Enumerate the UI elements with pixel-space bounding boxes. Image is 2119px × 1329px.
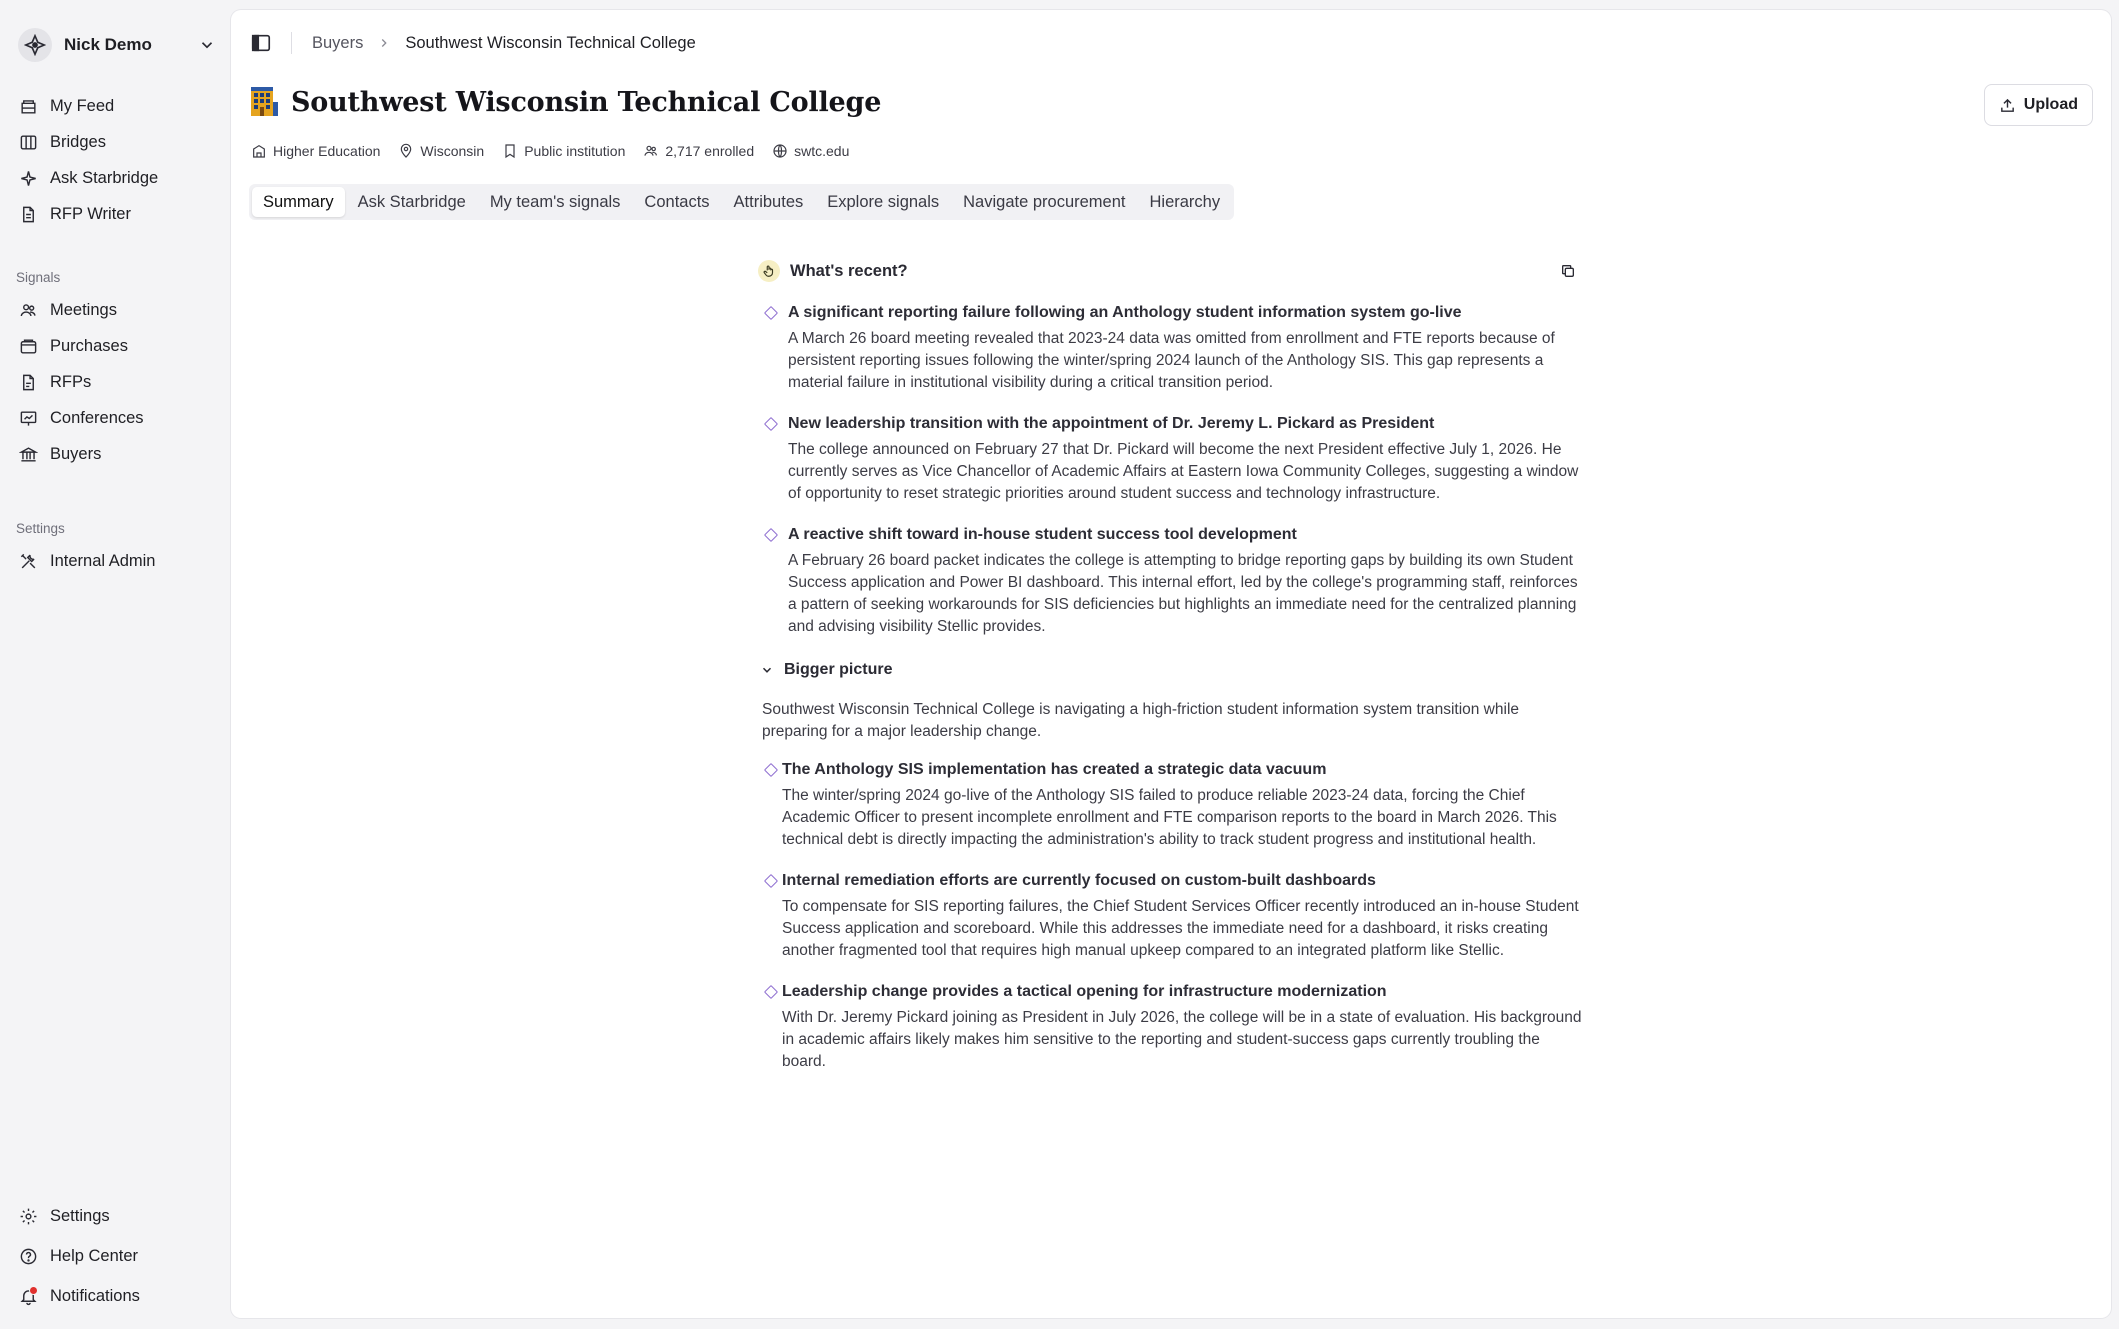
meta-domain[interactable]: [772, 143, 849, 159]
workspace-logo-icon: [18, 28, 52, 62]
chevron-down-icon: [760, 663, 774, 677]
upload-label: Upload: [2023, 96, 2078, 113]
diamond-bullet-icon: [764, 874, 778, 888]
feed-icon: [18, 96, 38, 116]
main-panel: [231, 10, 2111, 1318]
sidebar-item-bridges[interactable]: [14, 124, 220, 160]
workspace-name: Nick Demo: [64, 35, 152, 54]
sidebar-item-internal-admin[interactable]: [14, 543, 220, 579]
meta-enrolled: [643, 143, 754, 159]
tab-navigate-procurement[interactable]: Navigate procurement: [963, 192, 1126, 211]
meta-domain-text: swtc.edu: [794, 143, 850, 159]
bottom-nav: [14, 1196, 220, 1316]
tab-summary[interactable]: Summary: [252, 187, 345, 217]
presentation-icon: [18, 408, 38, 428]
sidebar-item-label: Notifications: [50, 1286, 140, 1305]
sidebar-item-label: RFP Writer: [50, 204, 131, 223]
globe-icon: [772, 143, 788, 159]
sidebar-toggle-icon[interactable]: [249, 31, 273, 55]
chevron-right-icon: [377, 36, 391, 50]
page-title: Southwest Wisconsin Technical College: [291, 86, 882, 118]
whats-recent-header: [756, 256, 1586, 286]
bell-icon: [18, 1286, 38, 1306]
meta-category: [251, 143, 380, 159]
tools-icon: [18, 551, 38, 571]
sidebar-item-label: My Feed: [50, 96, 115, 115]
sidebar-item-rfp-writer[interactable]: [14, 196, 220, 232]
item-title: A reactive shift toward in-house student success tool development: [788, 526, 1297, 543]
file-icon: [18, 372, 38, 392]
hand-pointer-icon: [762, 264, 776, 278]
list-item: [756, 302, 1586, 394]
upload-icon: [1999, 97, 2016, 114]
columns-icon: [18, 132, 38, 152]
diamond-bullet-icon: [764, 306, 778, 320]
sidebar-item-label: Ask Starbridge: [50, 168, 159, 187]
tab-contacts[interactable]: Contacts: [644, 192, 710, 211]
list-item: [756, 870, 1586, 962]
meta-location: [398, 143, 484, 159]
tab-my-teams-signals[interactable]: My team's signals: [489, 192, 621, 211]
sidebar-item-label: Help Center: [50, 1246, 139, 1265]
sidebar-item-settings[interactable]: [14, 1196, 220, 1236]
meta-location-text: Wisconsin: [420, 143, 485, 159]
sidebar-item-my-feed[interactable]: [14, 88, 220, 124]
item-title: A significant reporting failure following an Anthology student information system go-live: [788, 304, 1462, 321]
settings-section-label: Settings: [16, 521, 65, 536]
sidebar-item-buyers[interactable]: [14, 436, 220, 472]
item-body: The college announced on February 27 that Dr. Pickard will become the next President effective July 1, 2026. He currently serves as Vice Chancellor of Academic Affairs at Eastern Iowa Community Colleges, suggesting a window of opportunity to reset strategic priorities around student success and technology infrastructure.: [788, 441, 1579, 502]
diamond-bullet-icon: [764, 985, 778, 999]
sidebar-item-label: Meetings: [50, 300, 117, 319]
item-body: With Dr. Jeremy Pickard joining as President in July 2026, the college will be in a state of evaluation. His background in academic affairs likely makes him sensitive to the reporting and student-success gaps currently troubling the board.: [782, 1009, 1582, 1070]
tab-explore-signals[interactable]: Explore signals: [827, 192, 940, 211]
item-body: To compensate for SIS reporting failures, the Chief Student Services Officer recently introduced an in-house Student Success application and scoreboard. While this addresses the immediate need for a dashboard, it risks creating another fragmented tool that requires high manual upkeep compared to an integrated platform like Stellic.: [782, 898, 1579, 959]
signals-section-label: Signals: [16, 270, 61, 285]
item-body: A March 26 board meeting revealed that 2023-24 data was omitted from enrollment and FTE reports because of persistent reporting issues following the winter/spring 2024 launch of the Anthology SIS. This gap represents a material failure in institutional visibility during a critical transition period.: [788, 330, 1555, 391]
bigger-picture-intro: Southwest Wisconsin Technical College is navigating a high-friction student information system transition while preparing for a major leadership change.: [762, 701, 1520, 740]
tab-bar: [249, 184, 1234, 220]
item-body: A February 26 board packet indicates the college is attempting to bridge reporting gaps by building its own Student Success application and Power BI dashboard. This internal effort, led by the college's programming staff, reinforces a pattern of seeking workarounds for SIS deficiencies but highlights an immediate need for the centralized planning and advising visibility Stellic provides.: [788, 552, 1578, 635]
list-item: [756, 981, 1586, 1073]
sidebar: [0, 0, 230, 1329]
breadcrumb-buyers[interactable]: Buyers: [312, 33, 364, 52]
building-icon: [249, 86, 279, 118]
sidebar-item-label: Purchases: [50, 336, 128, 355]
sidebar-item-label: Bridges: [50, 132, 106, 151]
help-icon: [18, 1246, 38, 1266]
chevron-down-icon: [198, 36, 216, 54]
school-icon: [251, 143, 267, 159]
divider: [291, 32, 292, 54]
item-title: Leadership change provides a tactical opening for infrastructure modernization: [782, 983, 1387, 1000]
meta-type: [502, 143, 625, 159]
recent-badge: [758, 260, 780, 282]
notification-badge: [29, 1286, 38, 1295]
list-item: [756, 413, 1586, 505]
sidebar-item-meetings[interactable]: [14, 292, 220, 328]
item-title: New leadership transition with the appointment of Dr. Jeremy L. Pickard as President: [788, 415, 1435, 432]
settings-nav: [14, 521, 220, 579]
wallet-icon: [18, 336, 38, 356]
meta-enrolled-text: 2,717 enrolled: [665, 143, 755, 159]
sidebar-item-conferences[interactable]: [14, 400, 220, 436]
sidebar-item-label: Buyers: [50, 444, 102, 463]
bigger-picture-title: Bigger picture: [784, 661, 893, 678]
sidebar-item-label: Settings: [50, 1206, 110, 1225]
tab-ask-starbridge[interactable]: Ask Starbridge: [357, 192, 466, 211]
tab-hierarchy[interactable]: Hierarchy: [1149, 192, 1221, 211]
item-title: Internal remediation efforts are currently focused on custom-built dashboards: [782, 872, 1376, 889]
sidebar-item-ask-starbridge[interactable]: [14, 160, 220, 196]
breadcrumb-current: Southwest Wisconsin Technical College: [405, 33, 696, 52]
students-icon: [643, 143, 659, 159]
meta-type-text: Public institution: [524, 143, 626, 159]
sidebar-item-label: Conferences: [50, 408, 144, 427]
page-header: [249, 86, 881, 118]
map-pin-icon: [398, 143, 414, 159]
primary-nav: [14, 88, 220, 232]
whats-recent-title: What's recent?: [790, 261, 908, 280]
sidebar-item-help-center[interactable]: [14, 1236, 220, 1276]
sidebar-item-notifications[interactable]: [14, 1276, 220, 1316]
bank-icon: [18, 444, 38, 464]
sparkle-icon: [18, 168, 38, 188]
summary-content: [756, 256, 1586, 1092]
sidebar-item-label: RFPs: [50, 372, 92, 391]
top-bar: [249, 30, 696, 56]
diamond-bullet-icon: [764, 528, 778, 542]
sidebar-item-rfps[interactable]: [14, 364, 220, 400]
diamond-bullet-icon: [764, 763, 778, 777]
document-icon: [18, 204, 38, 224]
diamond-bullet-icon: [764, 417, 778, 431]
workspace-switcher[interactable]: [14, 28, 220, 62]
copy-icon[interactable]: [1558, 261, 1578, 281]
sidebar-item-label: Internal Admin: [50, 551, 156, 570]
item-title: The Anthology SIS implementation has created a strategic data vacuum: [782, 761, 1327, 778]
tab-attributes[interactable]: Attributes: [733, 192, 804, 211]
people-icon: [18, 300, 38, 320]
list-item: [756, 524, 1586, 638]
gear-icon: [18, 1206, 38, 1226]
list-item: [756, 759, 1586, 851]
bigger-picture-toggle[interactable]: [756, 657, 1586, 683]
recent-list: [756, 302, 1586, 638]
buyer-meta: [251, 143, 849, 159]
bigger-picture-list: [756, 759, 1586, 1073]
bookmark-icon: [502, 143, 518, 159]
sidebar-item-purchases[interactable]: [14, 328, 220, 364]
signals-nav: [14, 270, 220, 472]
meta-category-text: Higher Education: [273, 143, 381, 159]
item-body: The winter/spring 2024 go-live of the Anthology SIS failed to produce reliable 2023-24 data, forcing the Chief Academic Officer to present incomplete enrollment and FTE comparison reports to the board in March 2026. This technical debt is directly impacting the administration's ability to track student progress and institutional health.: [782, 787, 1557, 848]
upload-button[interactable]: [1984, 84, 2093, 126]
